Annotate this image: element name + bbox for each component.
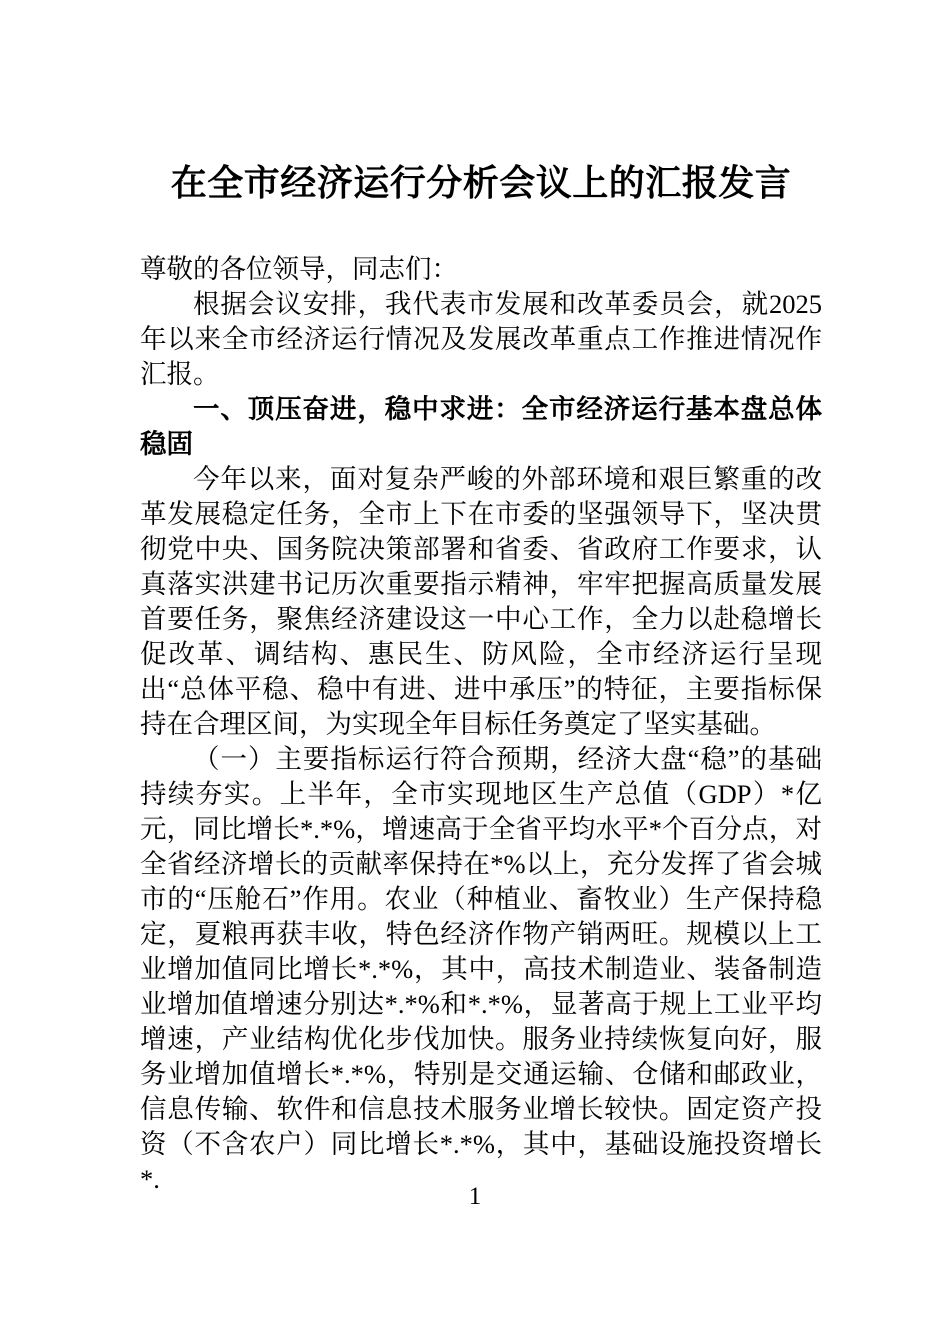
document-content — [140, 160, 822, 1197]
document-title: 在全市经济运行分析会议上的汇报发言 — [170, 163, 792, 203]
page-number: 1 — [468, 1183, 482, 1210]
paragraph-indicators: （一）主要指标运行符合预期，经济大盘“稳”的基础持续夯实。上半年，全市实现地区生产总值（GDP）*亿元，同比增长*.*%，增速高于全省平均水平*个百分点，对全省经济增长的贡献率保持在*%以上，充分发挥了省会城市的“压舱石”作用。农业（种植业、畜牧业）生产保持稳定，夏粮再获丰收，特色经济作物产销两旺。规模以上工业增加值同比增长*.*%，其中，高技术制造业、装备制造业增加值增速分别达*.*%和*.*%，显著高于规上工业平均增速，产业结构优化步伐加快。服务业持续恢复向好，服务业增加值增长*.*%，特别是交通运输、仓储和邮政业，信息传输、软件和信息技术服务业增长较快。固定资产投资（不含农户）同比增长*.*%，其中，基础设施投资增长*. — [140, 744, 822, 1194]
section-heading-1: 一、顶压奋进，稳中求进：全市经济运行基本盘总体稳固 — [140, 394, 822, 459]
paragraph-overview: 今年以来，面对复杂严峻的外部环境和艰巨繁重的改革发展稳定任务，全市上下在市委的坚强领导下，坚决贯彻党中央、国务院决策部署和省委、省政府工作要求，认真落实洪建书记历次重要指示精神，牢牢把握高质量发展首要任务，聚焦经济建设这一中心工作，全力以赴稳增长促改革、调结构、惠民生、防风险，全市经济运行呈现出“总体平稳、稳中有进、进中承压”的特征，主要指标保持在合理区间，为实现全年目标任务奠定了坚实基础。 — [140, 464, 822, 739]
salutation-line: 尊敬的各位领导，同志们： — [140, 254, 458, 284]
paragraph-intro: 根据会议安排，我代表市发展和改革委员会，就2025年以来全市经济运行情况及发展改革重点工作推进情况作汇报。 — [140, 289, 822, 389]
